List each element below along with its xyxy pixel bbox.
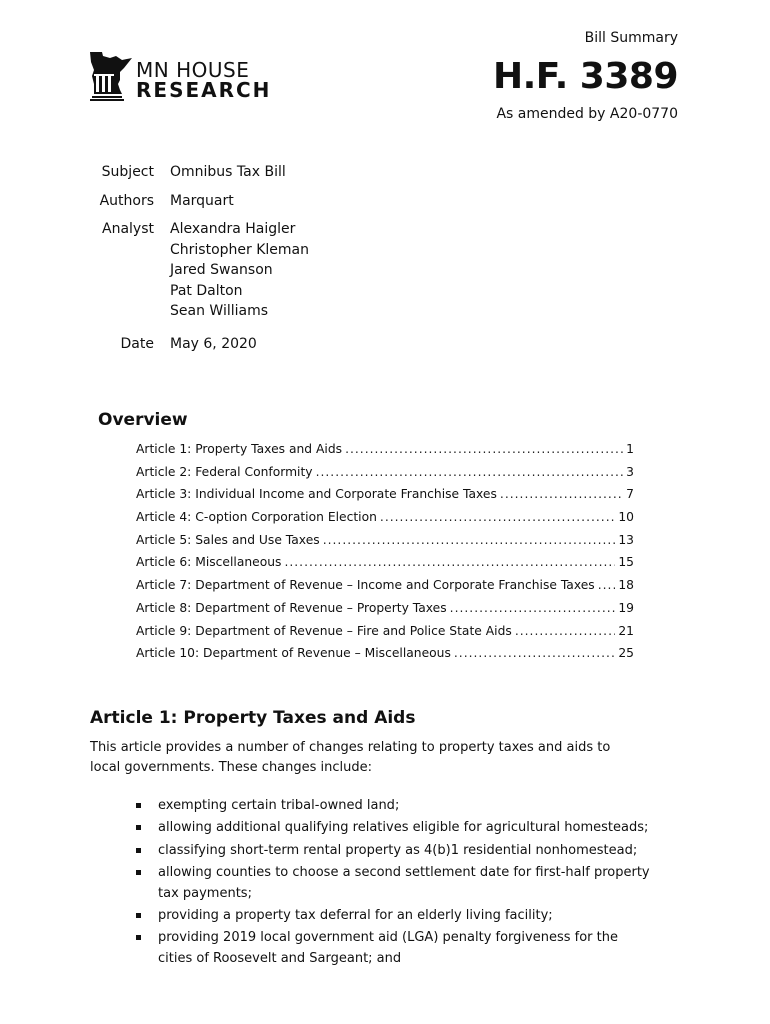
toc-entry-label: Article 6: Miscellaneous (136, 555, 282, 570)
list-item (134, 796, 654, 816)
bill-number: H.F. 3389 (492, 56, 678, 97)
date-label: Date (120, 335, 154, 352)
toc-entry-label: Article 8: Department of Revenue – Property Taxes (136, 600, 447, 615)
date-row (60, 334, 460, 355)
toc-entry-page: 21 (618, 623, 634, 638)
toc-leader (500, 483, 623, 506)
subject-label: Subject (101, 164, 154, 180)
toc-entry-label: Article 3: Individual Income and Corporate Franchise Taxes (136, 487, 497, 502)
toc-entry-page: 1 (626, 442, 634, 456)
toc-entry-label: Article 2: Federal Conformity (136, 464, 313, 479)
square-bullet-icon (136, 848, 141, 853)
list-item-text: providing 2019 local government aid (LGA) penalty forgiveness for the cities of Roosevelt and Sargeant; and (158, 930, 618, 966)
mn-house-research-logo (88, 50, 273, 104)
toc-entry[interactable] (136, 506, 634, 529)
minnesota-state-icon (88, 50, 134, 102)
analyst-name: Pat Dalton (170, 282, 243, 299)
toc-entry-label: Article 7: Department of Revenue – Income and Corporate Franchise Taxes (136, 578, 595, 593)
list-item-text: classifying short-term rental property as 4(b)1 residential nonhomestead; (158, 842, 638, 858)
toc-entry[interactable] (136, 551, 634, 574)
analyst-name: Sean Williams (170, 303, 269, 319)
analyst-name: Alexandra Haigler (170, 221, 296, 237)
toc-leader (598, 574, 616, 597)
list-item-text: providing a property tax deferral for an elderly living facility; (158, 908, 553, 924)
toc-entry-label: Article 4: C-option Corporation Election (136, 510, 377, 525)
toc-entry-page: 19 (618, 600, 634, 615)
toc-entry-label: Article 10: Department of Revenue – Miscellaneous (136, 646, 451, 661)
toc-entry[interactable] (136, 529, 634, 552)
analyst-name: Jared Swanson (170, 262, 273, 278)
logo-text-line2: RESEARCH (136, 78, 272, 102)
toc-leader (515, 620, 616, 643)
toc-entry[interactable] (136, 642, 634, 665)
list-item (134, 841, 654, 861)
list-item-text: exempting certain tribal-owned land; (158, 798, 400, 813)
toc-entry-page: 25 (618, 646, 634, 661)
toc-leader (345, 438, 623, 461)
list-item (134, 818, 654, 838)
square-bullet-icon (136, 803, 141, 808)
toc-leader (316, 461, 624, 484)
toc-leader (454, 642, 615, 665)
analyst-row (60, 219, 460, 322)
article-1-change-list (134, 796, 654, 971)
toc-entry[interactable] (136, 574, 634, 597)
toc-leader (450, 597, 616, 620)
toc-leader (323, 529, 616, 552)
list-item-text: allowing counties to choose a second settlement date for first-half property tax payments; (158, 865, 650, 901)
toc-entry-label: Article 1: Property Taxes and Aids (136, 442, 343, 456)
toc-entry[interactable] (136, 597, 634, 620)
analyst-name: Christopher Kleman (170, 241, 309, 258)
toc-entry-page: 13 (618, 532, 634, 547)
date-value: May 6, 2020 (170, 335, 257, 352)
subject-row (60, 162, 460, 183)
list-item (134, 906, 654, 926)
toc-entry[interactable] (136, 438, 634, 461)
amendment-note: As amended by A20-0770 (496, 106, 678, 122)
toc-entry-page: 18 (618, 578, 634, 593)
authors-label: Authors (99, 192, 154, 209)
toc-entry[interactable] (136, 483, 634, 506)
toc-entry-label: Article 5: Sales and Use Taxes (136, 532, 320, 547)
logo-text-line1: MN HOUSE (136, 58, 250, 82)
square-bullet-icon (136, 935, 141, 940)
authors-row (60, 191, 460, 212)
toc-entry-page: 10 (618, 510, 634, 525)
overview-heading: Overview (98, 410, 188, 430)
article-1-intro: This article provides a number of changes relating to property taxes and aids to local governments. These changes include: (90, 740, 611, 775)
square-bullet-icon (136, 870, 141, 875)
list-item-text: allowing additional qualifying relatives eligible for agricultural homesteads; (158, 820, 649, 836)
toc-entry-page: 7 (626, 487, 634, 502)
toc-entry-label: Article 9: Department of Revenue – Fire and Police State Aids (136, 623, 512, 638)
square-bullet-icon (136, 913, 141, 918)
document-type: Bill Summary (584, 30, 678, 46)
bill-metadata (60, 162, 460, 362)
table-of-contents (136, 438, 634, 665)
list-item (134, 928, 654, 969)
analyst-list (170, 219, 309, 322)
square-bullet-icon (136, 825, 141, 830)
toc-entry-page: 15 (618, 555, 634, 570)
article-1-heading: Article 1: Property Taxes and Aids (90, 708, 416, 728)
analyst-label: Analyst (102, 221, 154, 237)
toc-leader (284, 551, 615, 574)
authors-value: Marquart (170, 192, 234, 209)
toc-entry-page: 3 (626, 464, 634, 479)
list-item (134, 863, 654, 904)
toc-leader (380, 506, 615, 529)
toc-entry[interactable] (136, 620, 634, 643)
subject-value: Omnibus Tax Bill (170, 164, 286, 180)
toc-entry[interactable] (136, 461, 634, 484)
